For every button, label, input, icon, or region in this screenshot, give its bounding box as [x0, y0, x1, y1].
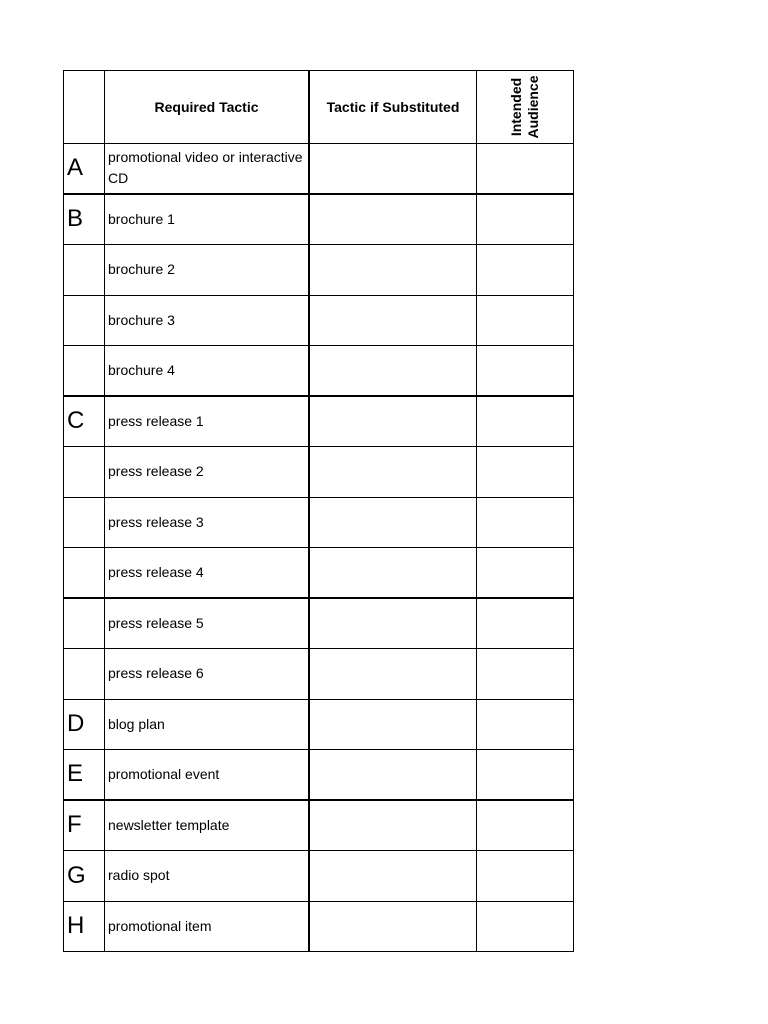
intended-audience-cell	[477, 548, 574, 597]
table-row	[64, 750, 574, 801]
table-row	[64, 346, 574, 397]
row-letter	[64, 649, 105, 699]
table-row	[64, 851, 574, 902]
intended-audience-cell	[477, 397, 574, 447]
intended-audience-cell	[477, 801, 574, 851]
intended-audience-cell	[477, 346, 574, 395]
substituted-tactic-cell	[310, 700, 477, 750]
substituted-tactic-cell	[310, 195, 477, 245]
intended-audience-cell	[477, 447, 574, 497]
row-letter	[64, 498, 105, 548]
substituted-tactic-cell	[310, 902, 477, 952]
substituted-tactic-cell	[310, 649, 477, 699]
table-row	[64, 902, 574, 953]
table-row	[64, 447, 574, 498]
row-letter	[64, 245, 105, 295]
row-letter	[64, 346, 105, 395]
required-tactic-cell: blog plan	[105, 700, 310, 750]
header-letter-cell	[64, 71, 105, 143]
table-row	[64, 498, 574, 549]
intended-audience-cell	[477, 700, 574, 750]
row-letter: A	[64, 144, 105, 193]
row-letter: E	[64, 750, 105, 799]
row-letter: B	[64, 195, 105, 245]
required-tactic-cell: press release 6	[105, 649, 310, 699]
header-intended-audience-cell	[477, 71, 574, 143]
table-row	[64, 700, 574, 751]
substituted-tactic-cell	[310, 296, 477, 346]
intended-audience-cell	[477, 245, 574, 295]
required-tactic-cell: radio spot	[105, 851, 310, 901]
row-letter: G	[64, 851, 105, 901]
substituted-tactic-cell	[310, 144, 477, 193]
required-tactic-cell: press release 4	[105, 548, 310, 597]
row-letter: F	[64, 801, 105, 851]
required-tactic-cell: brochure 2	[105, 245, 310, 295]
header-required-tactic: Required Tactic	[105, 71, 310, 143]
required-tactic-cell: press release 1	[105, 397, 310, 447]
substituted-tactic-cell	[310, 851, 477, 901]
required-tactic-cell: promotional video or interactive CD	[105, 144, 310, 193]
substituted-tactic-cell	[310, 346, 477, 395]
required-tactic-cell: brochure 1	[105, 195, 310, 245]
intended-audience-cell	[477, 902, 574, 952]
substituted-tactic-cell	[310, 397, 477, 447]
intended-audience-cell	[477, 144, 574, 193]
row-letter: C	[64, 397, 105, 447]
required-tactic-cell: newsletter template	[105, 801, 310, 851]
header-intended-audience: Intended Audience	[508, 75, 541, 139]
substituted-tactic-cell	[310, 801, 477, 851]
table-row	[64, 195, 574, 246]
table-row	[64, 801, 574, 852]
table-row	[64, 599, 574, 650]
required-tactic-cell: brochure 4	[105, 346, 310, 395]
table-row	[64, 548, 574, 599]
substituted-tactic-cell	[310, 447, 477, 497]
header-tactic-if-substituted: Tactic if Substituted	[310, 71, 477, 143]
table-header-row	[64, 71, 574, 144]
row-letter	[64, 296, 105, 346]
required-tactic-cell: press release 2	[105, 447, 310, 497]
required-tactic-cell: promotional event	[105, 750, 310, 799]
row-letter: D	[64, 700, 105, 750]
row-letter	[64, 548, 105, 597]
table-row	[64, 296, 574, 347]
intended-audience-cell	[477, 498, 574, 548]
table-row	[64, 649, 574, 700]
table-row	[64, 397, 574, 448]
substituted-tactic-cell	[310, 599, 477, 649]
intended-audience-cell	[477, 851, 574, 901]
substituted-tactic-cell	[310, 498, 477, 548]
row-letter	[64, 599, 105, 649]
row-letter: H	[64, 902, 105, 952]
substituted-tactic-cell	[310, 548, 477, 597]
row-letter	[64, 447, 105, 497]
intended-audience-cell	[477, 649, 574, 699]
required-tactic-cell: press release 3	[105, 498, 310, 548]
required-tactic-cell: brochure 3	[105, 296, 310, 346]
required-tactic-cell: press release 5	[105, 599, 310, 649]
substituted-tactic-cell	[310, 750, 477, 799]
substituted-tactic-cell	[310, 245, 477, 295]
tactics-table	[63, 70, 574, 952]
intended-audience-cell	[477, 750, 574, 799]
intended-audience-cell	[477, 599, 574, 649]
table-row	[64, 245, 574, 296]
intended-audience-cell	[477, 296, 574, 346]
required-tactic-cell: promotional item	[105, 902, 310, 952]
table-row	[64, 144, 574, 195]
intended-audience-cell	[477, 195, 574, 245]
